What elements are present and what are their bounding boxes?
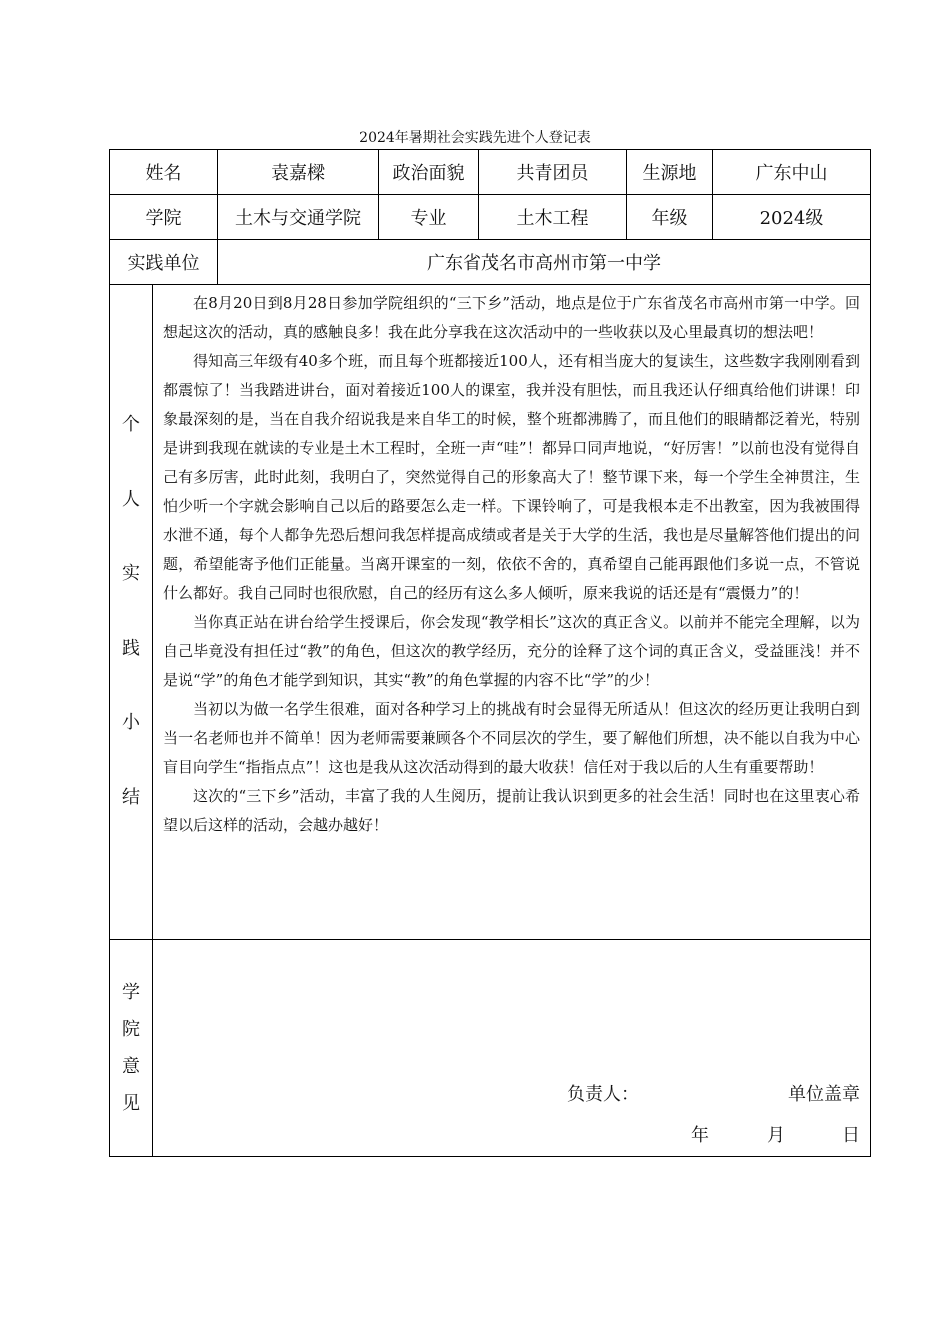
unit-seal-label: 单位盖章 (788, 1084, 860, 1105)
summary-label (110, 285, 153, 940)
opinion-label (110, 940, 153, 1157)
summary-label-char: 个 (122, 414, 140, 435)
summary-content (153, 285, 871, 940)
college-label: 学院 (110, 195, 218, 240)
summary-label-char: 结 (122, 787, 140, 808)
name-label: 姓名 (110, 150, 218, 195)
summary-paragraph: 当你真正站在讲台给学生授课后，你会发现“教学相长”这次的真正含义。以前并不能完全理解，以为自己毕竟没有担任过“教”的角色，但这次的教学经历，充分的诠释了这个词的真正含义，受益匪浅！并不是说“学”的角色才能学到知识，其实“教”的角色掌握的内容不比“学”的少！ (163, 613, 860, 689)
opinion-label-char: 院 (122, 1019, 140, 1040)
opinion-content (153, 940, 871, 1157)
grade-value: 2024级 (713, 195, 871, 240)
opinion-label-char: 学 (122, 982, 140, 1003)
political-status-label: 政治面貌 (379, 150, 479, 195)
month-label: 月 (767, 1125, 785, 1146)
college-value: 土木与交通学院 (218, 195, 379, 240)
form-title: 2024年暑期社会实践先进个人登记表 (359, 130, 591, 146)
origin-label: 生源地 (627, 150, 713, 195)
practice-unit-label: 实践单位 (110, 240, 218, 285)
table-row-basic-info (110, 150, 871, 195)
table-row-summary (110, 285, 871, 940)
political-status-value: 共青团员 (479, 150, 627, 195)
summary-label-char: 人 (122, 489, 140, 510)
summary-label-char: 践 (122, 638, 140, 659)
summary-label-char: 小 (122, 712, 140, 733)
origin-value: 广东中山 (713, 150, 871, 195)
table-row-opinion (110, 940, 871, 1157)
table-row-academic-info (110, 195, 871, 240)
major-label: 专业 (379, 195, 479, 240)
major-value: 土木工程 (479, 195, 627, 240)
summary-paragraph: 在8月20日到8月28日参加学院组织的“三下乡”活动，地点是位于广东省茂名市高州市第一中学。回想起这次的活动，真的感触良多！我在此分享我在这次活动中的一些收获以及心里最真切的想法吧！ (163, 294, 860, 341)
summary-paragraph: 得知高三年级有40多个班，而且每个班都接近100人，还有相当庞大的复读生，这些数字我刚刚看到都震惊了！当我踏进讲台，面对着接近100人的课室，我并没有胆怯，而且我还认仔细真给他们讲课！印象最深刻的是，当在自我介绍说我是来自华工的时候，整个班都沸腾了，而且他们的眼睛都泛着光，特别是讲到我现在就读的专业是土木工程时，全班一声“哇”！都异口同声地说，“好厉害！”以前也没有觉得自己有多厉害，此时此刻，我明白了，突然觉得自己的形象高大了！整节课下来，每一个学生全神贯注，生怕少听一个字就会影响自己以后的路要怎么走一样。下课铃响了，可是我根本走不出教室，因为我被围得水泄不通，每个人都争先恐后想问我怎样提高成绩或者是关于大学的生活，我也是尽量解答他们提出的问题，希望能寄予他们正能量。当离开课室的一刻，依依不舍的，真希望自己能再跟他们多说一点，不管说什么都好。我自己同时也很欣慰，自己的经历有这么多人倾听，原来我说的话还是有“震慑力”的！ (163, 352, 860, 602)
opinion-label-char: 意 (122, 1056, 140, 1077)
summary-label-char: 实 (122, 563, 140, 584)
grade-label: 年级 (627, 195, 713, 240)
year-label: 年 (691, 1125, 709, 1146)
practice-unit-value: 广东省茂名市高州市第一中学 (218, 240, 871, 285)
registration-table (109, 149, 871, 1157)
table-row-practice-unit (110, 240, 871, 285)
day-label: 日 (842, 1125, 860, 1146)
summary-paragraph: 这次的“三下乡”活动，丰富了我的人生阅历，提前让我认识到更多的社会生活！同时也在这里衷心希望以后这样的活动，会越办越好！ (163, 787, 860, 834)
summary-paragraph: 当初以为做一名学生很难，面对各种学习上的挑战有时会显得无所适从！但这次的经历更让我明白到当一名老师也并不简单！因为老师需要兼顾各个不同层次的学生，要了解他们所想，决不能以自我为中心盲目向学生“指指点点”！这也是我从这次活动得到的最大收获！信任对于我以后的人生有重要帮助！ (163, 700, 860, 776)
opinion-label-char: 见 (122, 1093, 140, 1114)
responsible-person-label: 负责人： (567, 1084, 639, 1105)
name-value: 袁嘉樑 (218, 150, 379, 195)
